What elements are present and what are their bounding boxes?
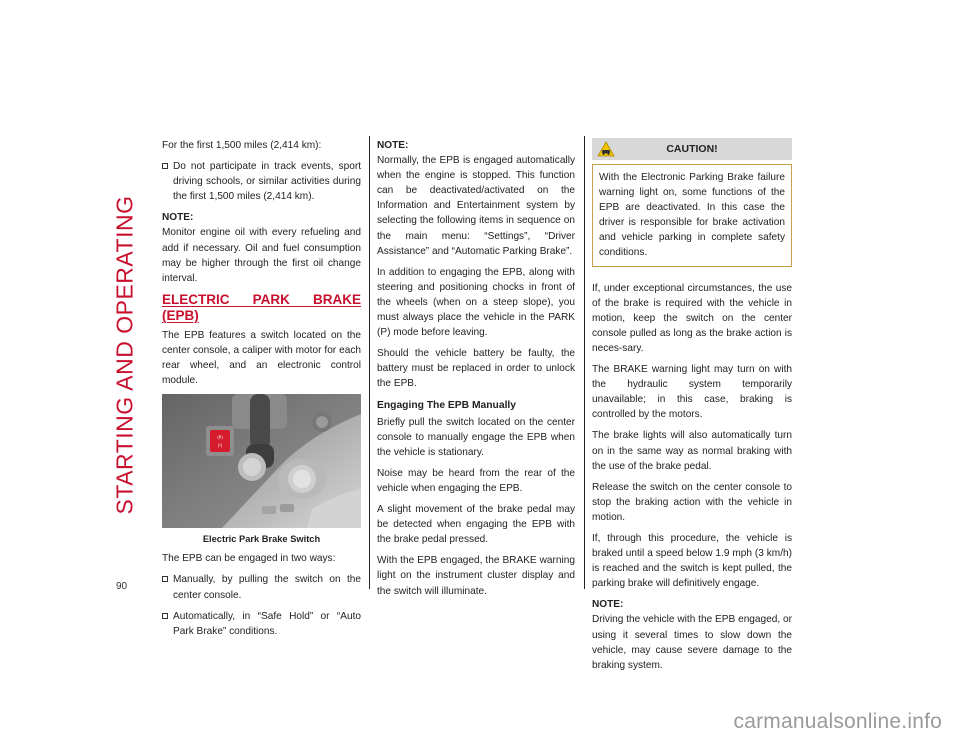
paragraph: The brake lights will also automatically turn on in the same way as normal braking with the use of the brake pedal. (592, 430, 792, 472)
intro-text: For the first 1,500 miles (2,414 km): (162, 140, 322, 151)
list-item: Automatically, in “Safe Hold” or “Auto Park Brake” conditions. (162, 609, 361, 639)
column-2 (377, 138, 575, 605)
paragraph: In addition to engaging the EPB, along with steering and positioning chocks in front of the wheels (when on a steep slope), you must always place the vehicle in the PARK (P) mode before leaving. (377, 266, 575, 339)
caution-text: With the Electronic Parking Brake failure warning light on, some functions of the EPB are deactivated. In this case the driver is responsible for brake activation and vehicle parking in complete safety conditions. (599, 172, 785, 259)
paragraph: If, through this procedure, the vehicle is braked until a speed below 1.9 mph (3 km/h) is reached and the switch is kept pulled, the parking brake will definitively engage. (592, 532, 792, 590)
column-divider-1 (369, 136, 370, 589)
note-text: Driving the vehicle with the EPB engaged, or using it several times to slow down the vehicle, may cause severe damage to the braking system. (592, 614, 792, 671)
caution-header (592, 138, 792, 160)
chapter-title-text: STARTING AND OPERATING (111, 195, 138, 515)
list-item: Manually, by pulling the switch on the center console. (162, 572, 361, 602)
column-1 (162, 138, 361, 645)
note-label: NOTE: (592, 599, 624, 611)
column-3 (592, 138, 792, 679)
paragraph: Noise may be heard from the rear of the vehicle when engaging the EPB. (377, 467, 575, 494)
paragraph: Should the vehicle battery be faulty, the battery must be replaced in order to unlock the EPB. (377, 348, 575, 390)
note-text: Normally, the EPB is engaged automatically when the engine is stopped. This function can be deactivated/activated on the Information and Entertainment system by selecting the following items in sequence on the main menu: “Settings”, “Driver Assistance” and “Automatic Parking Brake”. (377, 155, 575, 257)
paragraph: Release the switch on the center console to stop the braking action with the vehicle in motion. (592, 481, 792, 523)
watermark: carmanualsonline.info (733, 710, 942, 733)
paragraph: If, under exceptional circumstances, the use of the brake is required with the vehicle in motion, keep the switch on the center console pulled as long as the brake action is neces-sary. (592, 282, 792, 354)
caution-box (592, 164, 792, 267)
svg-text:(!): (!) (217, 443, 223, 449)
column-divider-2 (584, 136, 585, 589)
subsection-title: Engaging The EPB Manually (377, 399, 517, 411)
caution-title: CAUTION! (666, 143, 718, 155)
paragraph: The BRAKE warning light may turn on with the hydraulic system temporarily unavailable; in this case, braking is controlled by the motors. (592, 364, 792, 421)
figure-caption: Electric Park Brake Switch (202, 534, 321, 545)
svg-text:(P): (P) (217, 435, 223, 441)
paragraph: With the EPB engaged, the BRAKE warning light on the instrument cluster display and the switch will illuminate. (377, 555, 575, 597)
note-label: NOTE: (377, 140, 409, 151)
ways-intro: The EPB can be engaged in two ways: (162, 553, 336, 565)
square-bullet-icon (162, 163, 168, 169)
list-item: Do not participate in track events, sport driving schools, or similar activities during the first 1,500 miles (2,414 km). (162, 159, 361, 204)
section-intro: The EPB features a switch located on the center console, a caliper with motor for each rear wheel, and an electronic control module. (162, 329, 361, 387)
section-title: ELECTRIC PARK BRAKE (EPB) (162, 291, 361, 323)
paragraph: Briefly pull the switch located on the center console to manually engage the EPB when the vehicle is stationary. (377, 416, 575, 458)
epb-switch-image (162, 394, 361, 528)
page-number: 90 (116, 581, 128, 592)
square-bullet-icon (162, 613, 168, 619)
note-text: Monitor engine oil with every refueling and add if necessary. Oil and fuel consumption may be higher through the first oil change interval. (162, 227, 361, 284)
note-label: NOTE: (162, 212, 194, 224)
paragraph: A slight movement of the brake pedal may be detected when engaging the EPB with the brake pedal pressed. (377, 504, 575, 546)
square-bullet-icon (162, 576, 168, 582)
